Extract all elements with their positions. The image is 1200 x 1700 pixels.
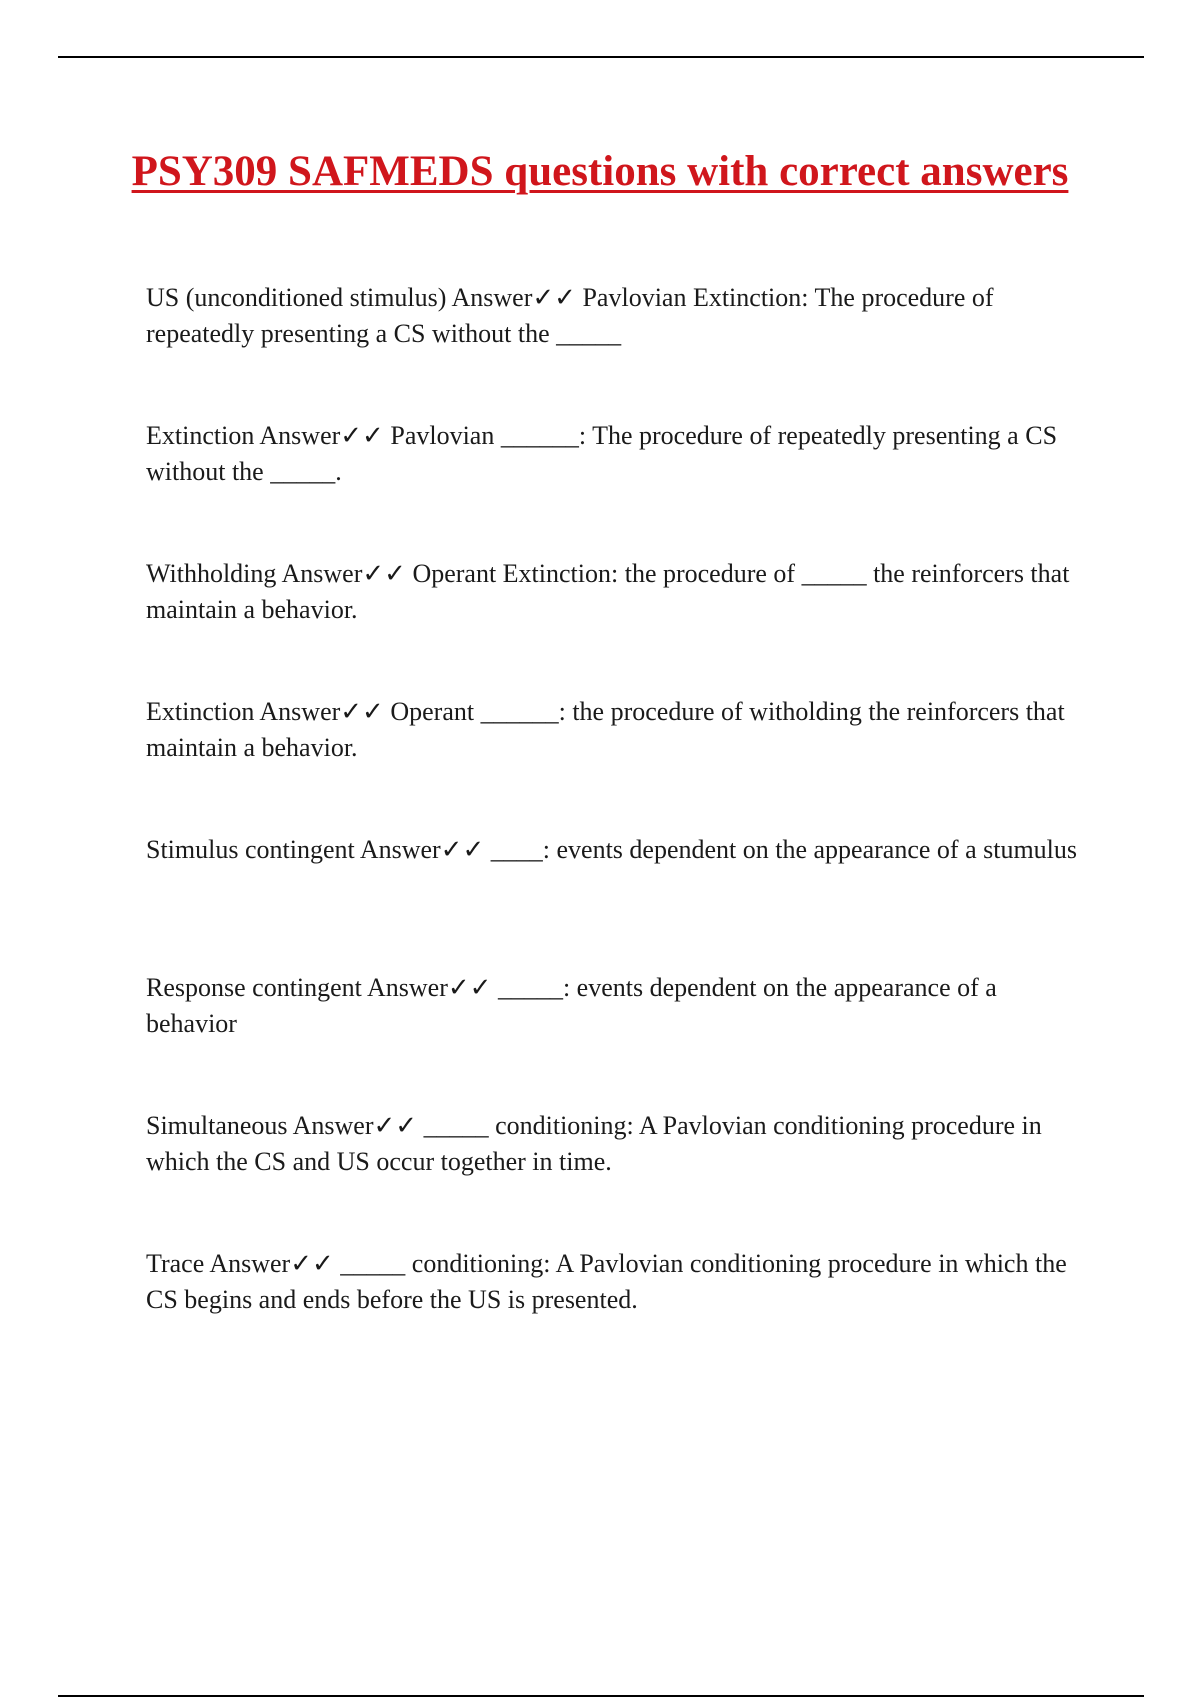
header-rule	[58, 56, 1144, 58]
qa-question: Operant Extinction: the procedure of _____ the reinforcers that maintain a behavior.	[146, 559, 1070, 624]
qa-answer-marker: Answer✓✓	[451, 283, 576, 312]
qa-item	[146, 1246, 1086, 1384]
qa-item	[146, 1108, 1086, 1246]
qa-question: Operant ______: the procedure of witholding the reinforcers that maintain a behavior.	[146, 697, 1065, 762]
qa-question: Pavlovian Extinction: The procedure of repeatedly presenting a CS without the _____	[146, 283, 994, 348]
qa-answer-marker: Answer✓✓	[259, 697, 384, 726]
document-title: PSY309 SAFMEDS questions with correct answers	[131, 148, 1069, 195]
qa-answer: Stimulus contingent	[146, 835, 355, 864]
qa-question: _____: events dependent on the appearance of a behavior	[146, 973, 997, 1038]
qa-item	[146, 280, 1086, 418]
qa-answer-marker: Answer✓✓	[367, 973, 492, 1002]
qa-answer: US (unconditioned stimulus)	[146, 283, 447, 312]
qa-item	[146, 832, 1086, 970]
qa-answer: Simultaneous	[146, 1111, 288, 1140]
qa-answer: Extinction	[146, 697, 255, 726]
qa-list	[146, 280, 1086, 1384]
qa-item	[146, 694, 1086, 832]
qa-question: _____ conditioning: A Pavlovian conditioning procedure in which the CS and US occur together in time.	[146, 1111, 1042, 1176]
qa-answer: Extinction	[146, 421, 255, 450]
qa-item	[146, 418, 1086, 556]
qa-answer: Withholding	[146, 559, 277, 588]
qa-answer-marker: Answer✓✓	[281, 559, 406, 588]
qa-answer: Response contingent	[146, 973, 362, 1002]
footer-rule	[58, 1695, 1144, 1697]
qa-question: Pavlovian ______: The procedure of repeatedly presenting a CS without the _____.	[146, 421, 1058, 486]
qa-answer: Trace	[146, 1249, 205, 1278]
qa-item	[146, 556, 1086, 694]
qa-answer-marker: Answer✓✓	[292, 1111, 418, 1140]
qa-item	[146, 970, 1086, 1108]
qa-answer-marker: Answer✓✓	[209, 1249, 334, 1278]
qa-question: ____: events dependent on the appearance of a stumulus	[490, 835, 1078, 864]
qa-question: _____ conditioning: A Pavlovian conditioning procedure in which the CS begins and ends before the US is presented.	[146, 1249, 1067, 1314]
qa-answer-marker: Answer✓✓	[259, 421, 384, 450]
qa-answer-marker: Answer✓✓	[359, 835, 485, 864]
